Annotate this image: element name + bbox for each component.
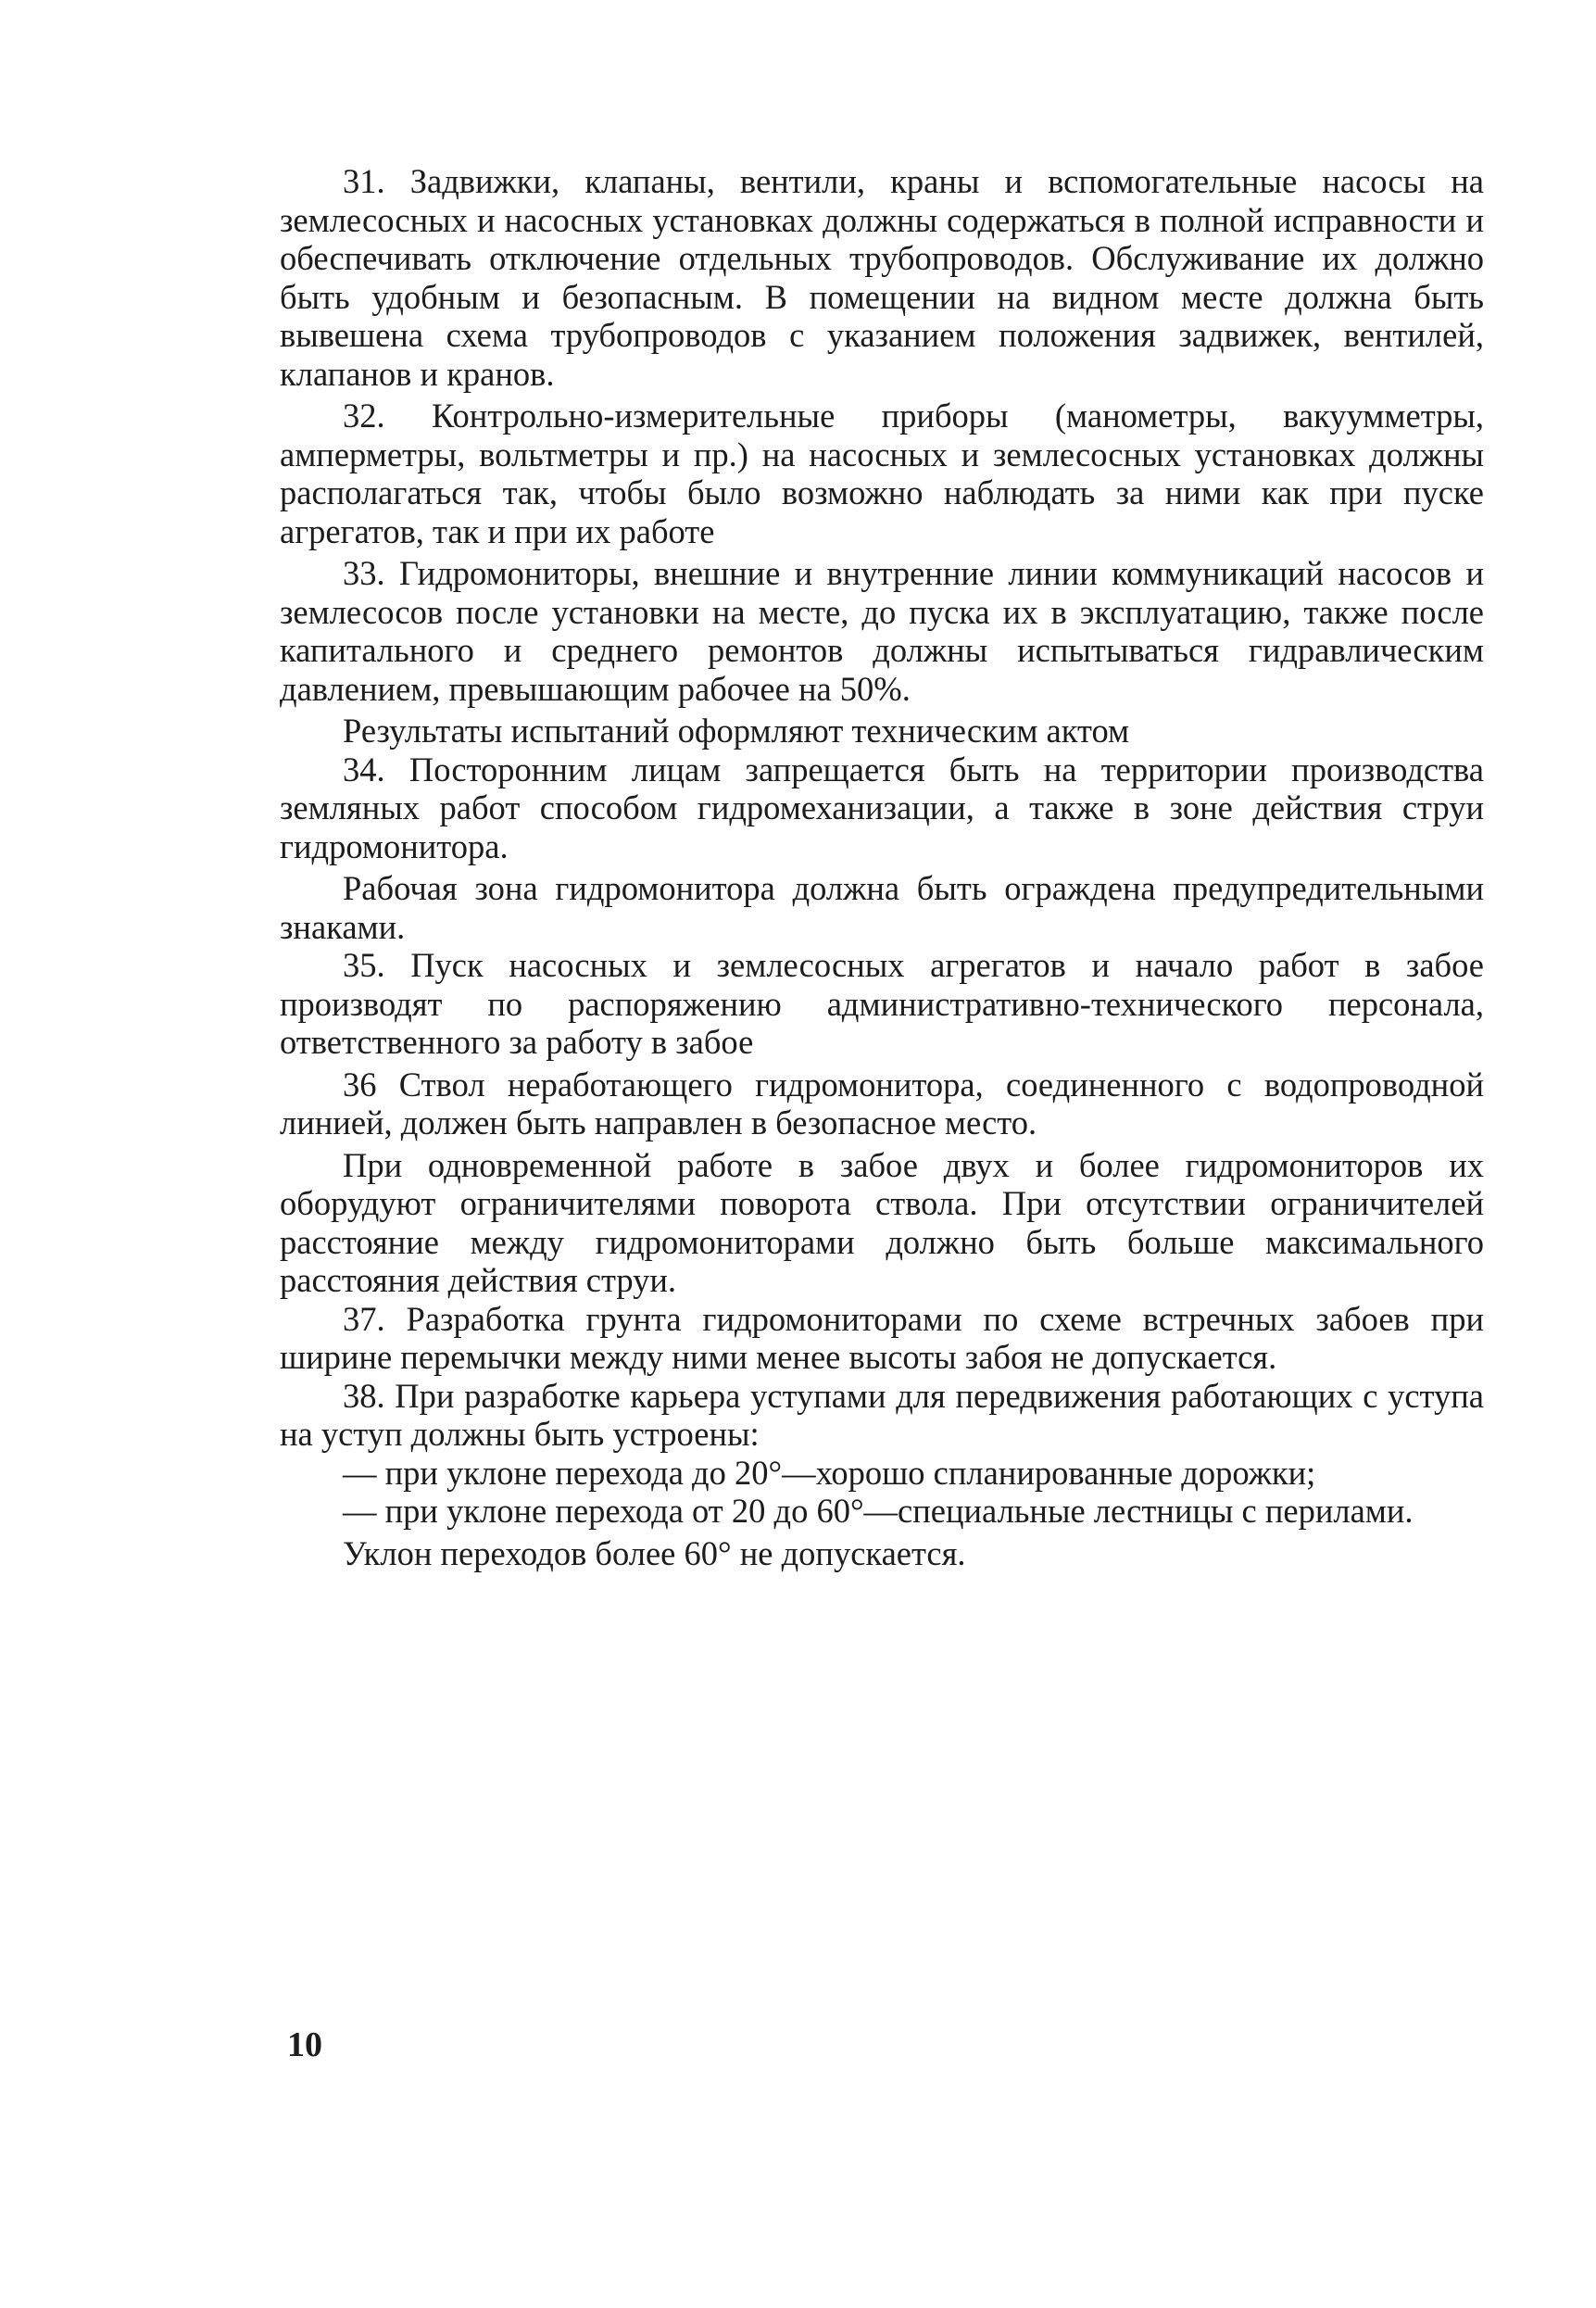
- paragraph-32: 32. Контрольно-измерительные приборы (манометры, вакуумметры, амперметры, вольтметры и пр.) на насосных и землесосных установках должны располагаться так, чтобы было возможно наблюдать за ними как при пуске агрегатов, так и при их работе: [280, 397, 1484, 550]
- paragraph-37: 37. Разработка грунта гидромониторами по схеме встречных забоев при ширине перемычки между ними менее высоты забоя не допускается.: [280, 1299, 1484, 1376]
- page-number: 10: [287, 2025, 322, 2064]
- paragraph-33: 33. Гидромониторы, внешние и внутренние линии коммуникаций насосов и землесосов после установки на месте, до пуска их в эксплуатацию, также после капитального и среднего ремонтов должны испытываться гидравлическим давлением, превышающим рабочее на 50%.: [280, 554, 1484, 708]
- paragraph-36: 36 Ствол неработающего гидромонитора, соединенного с водопроводной линией, должен быть направлен в безопасное место.: [280, 1065, 1484, 1141]
- list-item-paths: — при уклоне перехода до 20°—хорошо спланированные дорожки;: [343, 1453, 1316, 1492]
- paragraph-34-zone: Рабочая зона гидромонитора должна быть ограждена предупредительными знаками.: [280, 869, 1484, 946]
- paragraph-35: 35. Пуск насосных и землесосных агрегатов и начало работ в забое производят по распоряжению административно-технического персонала, ответственного за работу в забое: [280, 946, 1484, 1061]
- list-item-stairs: — при уклоне перехода от 20 до 60°—специальные лестницы с перилами.: [343, 1492, 1414, 1530]
- paragraph-slope-limit: Уклон переходов более 60° не допускается.: [343, 1533, 966, 1572]
- body-text: [280, 162, 1484, 1572]
- paragraph-33-results: Результаты испытаний оформляют техническим актом: [343, 712, 1130, 750]
- paragraph-34: 34. Посторонним лицам запрещается быть на территории производства земляных работ способом гидромеханизации, а также в зоне действия струи гидромонитора.: [280, 750, 1484, 865]
- paragraph-31: 31. Задвижки, клапаны, вентили, краны и вспомогательные насосы на землесосных и насосных установках должны содержаться в полной исправности и обеспечивать отключение отдельных трубопроводов. Обслуживание их должно быть удобным и безопасным. В помещении на видном месте должна быть вывешена схема трубопроводов с указанием положения задвижек, вентилей, клапанов и кранов.: [280, 162, 1484, 393]
- paragraph-38: 38. При разработке карьера уступами для передвижения работающих с уступа на уступ должны быть устроены:: [280, 1376, 1484, 1453]
- paragraph-36-limits: При одновременной работе в забое двух и более гидромониторов их оборудуют ограничителями поворота ствола. При отсутствии ограничителей расстояние между гидромониторами должно быть больше максимального расстояния действия струи.: [280, 1145, 1484, 1299]
